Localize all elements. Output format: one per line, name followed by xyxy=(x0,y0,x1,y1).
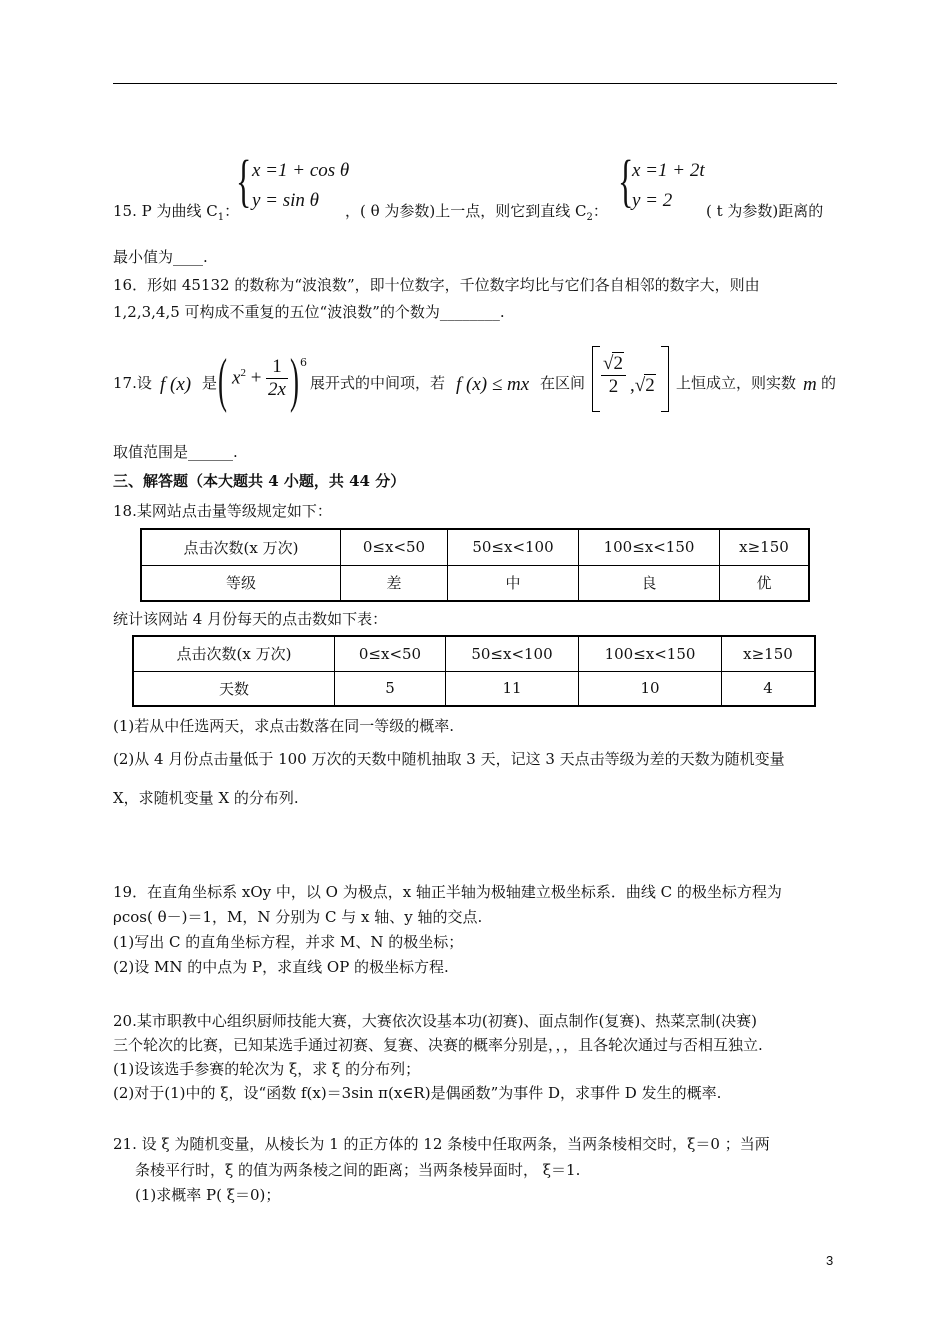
table-cell: 优 xyxy=(720,565,810,601)
p18-q1: (1)若从中任选两天，求点击数落在同一等级的概率. xyxy=(113,717,455,735)
daily-clicks-table xyxy=(132,635,816,707)
p15-brace-c2: { xyxy=(618,148,634,213)
header-rule xyxy=(113,83,837,84)
table-row xyxy=(141,529,809,565)
table-cell: 5 xyxy=(335,671,446,706)
table-row xyxy=(133,671,815,706)
p16-line1: 16．形如 45132 的数称为“波浪数”，即十位数字，千位数字均比与它们各自相邻的数字大，则由 xyxy=(113,276,760,294)
table-cell: 等级 xyxy=(141,565,341,601)
table-cell: x≥150 xyxy=(722,636,816,671)
p17-lparen: ( xyxy=(218,347,227,413)
table-row xyxy=(141,565,809,601)
table-cell: 差 xyxy=(341,565,448,601)
p17-interval-text: 在区间 xyxy=(540,374,586,392)
table-cell: 0≤x<50 xyxy=(341,529,448,565)
p19-line3: (1)写出 C 的直角坐标方程，并求 M、N 的极坐标； xyxy=(113,933,464,951)
table-cell: 100≤x<150 xyxy=(579,529,720,565)
p15-text: 15. P 为曲线 $C_1$： xyxy=(113,202,240,223)
p17-interval-fraction: $\frac{√2}{2}$ xyxy=(601,352,626,398)
p17-m: m xyxy=(803,374,817,395)
p15-mid: ，( θ 为参数)上一点，则它到直线 $C_2$： xyxy=(345,202,608,223)
table-cell: 50≤x<100 xyxy=(446,636,579,671)
table-cell: 4 xyxy=(722,671,816,706)
table-cell: 11 xyxy=(446,671,579,706)
p15-c2-line2: y = 2 xyxy=(632,190,673,211)
table-cell: 10 xyxy=(579,671,722,706)
table-cell: 点击次数(x 万次) xyxy=(133,636,335,671)
p19-line4: (2)设 MN 的中点为 P，求直线 OP 的极坐标方程. xyxy=(113,958,449,976)
table-cell: 点击次数(x 万次) xyxy=(141,529,341,565)
p21-line1: 21. 设 ξ 为随机变量，从棱长为 1 的正方体的 12 条棱中任取两条，当两条棱相交时，ξ＝0 ；当两 xyxy=(113,1135,770,1153)
p15-c1-line2: y = sin θ xyxy=(252,190,320,211)
p20-line1: 20.某市职教中心组织厨师技能大赛，大赛依次设基本功(初赛)、面点制作(复赛)、热菜烹制(决赛) xyxy=(113,1012,757,1030)
p17-base: $x^2$ + xyxy=(232,367,262,389)
table-cell: 中 xyxy=(448,565,579,601)
p17-rbracket xyxy=(661,346,669,412)
p15-c2-line1: x =1 + 2t xyxy=(632,160,705,181)
p17-mid: 展开式的中间项，若 xyxy=(310,374,446,392)
p17-prefix: 17.设 xyxy=(113,374,152,392)
p17-fx: f (x) xyxy=(160,374,192,395)
table-cell: 天数 xyxy=(133,671,335,706)
p17-fraction: $\frac{1}{2x}$ xyxy=(268,356,286,400)
table-cell: 100≤x<150 xyxy=(579,636,722,671)
p17-rparen: ) xyxy=(290,347,299,413)
p18-q2a: (2)从 4 月份点击量低于 100 万次的天数中随机抽取 3 天，记这 3 天点击等级为差的天数为随机变量 xyxy=(113,750,785,768)
p19-line1: 19．在直角坐标系 xOy 中，以 O 为极点，x 轴正半轴为极轴建立极坐标系．曲线 C 的极坐标方程为 xyxy=(113,883,782,901)
p18-q2b: X，求随机变量 X 的分布列. xyxy=(113,789,299,807)
p17-ineq: f (x) ≤ mx xyxy=(456,374,530,395)
p20-line2: 三个轮次的比赛，已知某选手通过初赛、复赛、决赛的概率分别是，，，且各轮次通过与否相互独立. xyxy=(113,1036,763,1054)
p18-mid: 统计该网站 4 月份每天的点击数如下表： xyxy=(113,610,388,628)
table-cell: 50≤x<100 xyxy=(448,529,579,565)
p17-lbracket xyxy=(592,346,600,412)
p15-line2: 最小值为____. xyxy=(113,248,208,266)
p17-is: 是 xyxy=(202,374,218,392)
section-3-heading: 三、解答题（本大题共 4 小题，共 44 分） xyxy=(113,472,406,490)
p15-brace-c1: { xyxy=(236,148,252,213)
table-cell: x≥150 xyxy=(720,529,810,565)
p20-line3: (1)设该选手参赛的轮次为 ξ，求 ξ 的分布列； xyxy=(113,1060,421,1078)
p21-line2: 条棱平行时，ξ 的值为两条棱之间的距离；当两条棱异面时， ξ＝1. xyxy=(135,1161,581,1179)
p21-line3: (1)求概率 P( ξ＝0)； xyxy=(135,1186,281,1204)
p17-interval-right: ,√2 xyxy=(630,375,655,396)
p15-c1-line1: x =1 + cos θ xyxy=(252,160,350,181)
table-row xyxy=(133,636,815,671)
table-cell: 0≤x<50 xyxy=(335,636,446,671)
p16-line2: 1,2,3,4,5 可构成不重复的五位“波浪数”的个数为________. xyxy=(113,303,505,321)
p17-line2: 取值范围是______. xyxy=(113,443,238,461)
p17-power: 6 xyxy=(300,356,307,369)
p18-intro: 18.某网站点击量等级规定如下： xyxy=(113,502,332,520)
table-cell: 良 xyxy=(579,565,720,601)
p15-tail: ( t 为参数)距离的 xyxy=(706,202,824,220)
p19-line2: ρcos( θ－)＝1，M，N 分别为 C 与 x 轴、y 轴的交点. xyxy=(113,908,483,926)
p20-line4: (2)对于(1)中的 ξ，设“函数 f(x)＝3sin π(x∈R)是偶函数”为事件 D，求事件 D 发生的概率. xyxy=(113,1084,722,1102)
page-number: 3 xyxy=(826,1253,834,1268)
p17-de: 的 xyxy=(821,374,837,392)
level-rule-table xyxy=(140,528,810,602)
p17-tail: 上恒成立，则实数 xyxy=(676,374,797,392)
